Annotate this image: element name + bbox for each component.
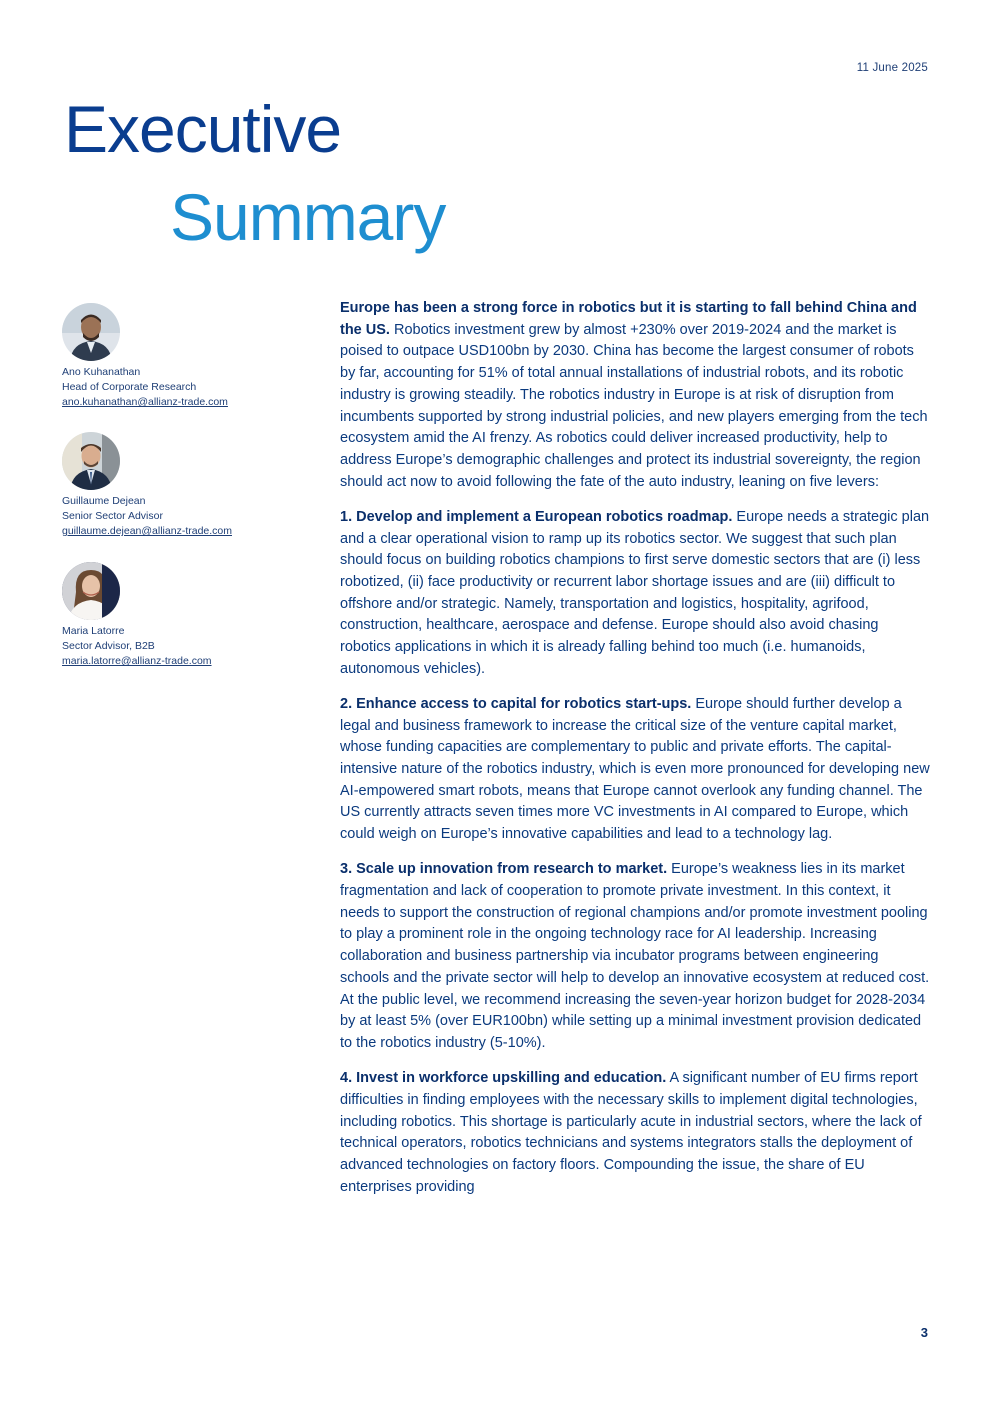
- paragraph-body: Europe needs a strategic plan and a clear operational vision to ramp up its robotics sector. We suggest that such plan should focus on building robotics champions to first serve domestic sectors that are (i) less robotized, (ii) face productivity or recurrent labor shortage issues and are (iii) difficult to offshore and/or strategic. Namely, transportation and logistics, hospitality, agrifood, construction, healthcare, aerospace and defense. Europe should also avoid chasing robotics applications in which it is already falling behind too much (i.e. humanoids, autonomous vehicles).: [340, 508, 930, 677]
- author-card: [62, 432, 232, 539]
- author-role: Head of Corporate Research: [62, 381, 197, 393]
- author-photo: [62, 432, 120, 490]
- paragraph-body: Europe should further develop a legal and business framework to increase the critical size of the venture capital market, whose funding capacities are complementary to public and private efforts. The capital-intensive nature of the robotics industry, which is even more pronounced for developing new AI-empowered smart robots, means that Europe cannot overlook any funding channel. The US currently attracts seven times more VC investments in AI compared to Europe, which could weigh on Europe’s innovative capabilities and lead to a technology lag.: [340, 695, 930, 843]
- author-email-link[interactable]: maria.latorre@allianz-trade.com: [62, 655, 212, 667]
- paragraph-lead: 4. Invest in workforce upskilling and education.: [340, 1070, 667, 1087]
- paragraph-body: Robotics investment grew by almost +230% over 2019-2024 and the market is poised to outpace USD100bn by 2030. China has become the largest consumer of robots by far, accounting for 51% of total annual installations of industrial robots, and its robotic industry is growing steadily. The robotics industry in Europe is at risk of disruption from incumbents supported by strong industrial policies, and new players emerging from the tech ecosystem amid the AI frenzy. As robotics could deliver increased productivity, help to address Europe’s demographic challenges and protect its industrial sovereignty, the region should act now to avoid following the fate of the auto industry, leaning on five levers:: [340, 321, 928, 490]
- author-card: [62, 562, 212, 669]
- author-name: Guillaume Dejean: [62, 495, 146, 507]
- summary-paragraph: [340, 298, 930, 493]
- executive-summary-body: [340, 298, 930, 1212]
- page-title-line-1: Executive: [64, 92, 342, 166]
- author-email-link[interactable]: guillaume.dejean@allianz-trade.com: [62, 525, 232, 537]
- summary-paragraph: [340, 1068, 930, 1198]
- paragraph-lead: 2. Enhance access to capital for robotics start-ups.: [340, 695, 692, 712]
- author-role: Sector Advisor, B2B: [62, 640, 155, 652]
- page-title-line-2: Summary: [170, 180, 446, 254]
- author-name: Ano Kuhanathan: [62, 366, 141, 378]
- summary-paragraph: [340, 694, 930, 846]
- author-role: Senior Sector Advisor: [62, 510, 163, 522]
- paragraph-lead: Europe has been a strong force in robotics but it is starting to fall behind China and the US.: [340, 300, 917, 338]
- author-email-link[interactable]: ano.kuhanathan@allianz-trade.com: [62, 396, 228, 408]
- paragraph-body: Europe’s weakness lies in its market fragmentation and lack of cooperation to promote private investment. In this context, it needs to support the construction of regional champions and/or promote investment pooling to play a prominent role in the ongoing technology race for AI leadership. Increasing collaboration and business partnership via incubator programs between engineering schools and the private sector will help to develop an innovative ecosystem at reduced cost. At the public level, we recommend increasing the seven-year horizon budget for 2028-2034 by at least 5% (over EUR100bn) while setting up a minimal investment provision dedicated to the robotics industry (5-10%).: [340, 861, 930, 1051]
- paragraph-lead: 1. Develop and implement a European robotics roadmap.: [340, 508, 733, 525]
- paragraph-body: A significant number of EU firms report difficulties in finding employees with the necessary skills to implement digital technologies, including robotics. This shortage is particularly acute in industrial sectors, where the lack of technical operators, robotics technicians and systems integrators stalls the deployment of advanced technologies on factory floors. Compounding the issue, the share of EU enterprises providing: [340, 1070, 922, 1195]
- summary-paragraph: [340, 859, 930, 1054]
- author-photo: [62, 303, 120, 361]
- page-number: 3: [920, 1325, 928, 1340]
- report-date: 11 June 2025: [856, 62, 928, 74]
- author-photo: [62, 562, 120, 620]
- author-card: [62, 303, 228, 410]
- author-name: Maria Latorre: [62, 625, 125, 637]
- summary-paragraph: [340, 507, 930, 681]
- paragraph-lead: 3. Scale up innovation from research to market.: [340, 861, 668, 878]
